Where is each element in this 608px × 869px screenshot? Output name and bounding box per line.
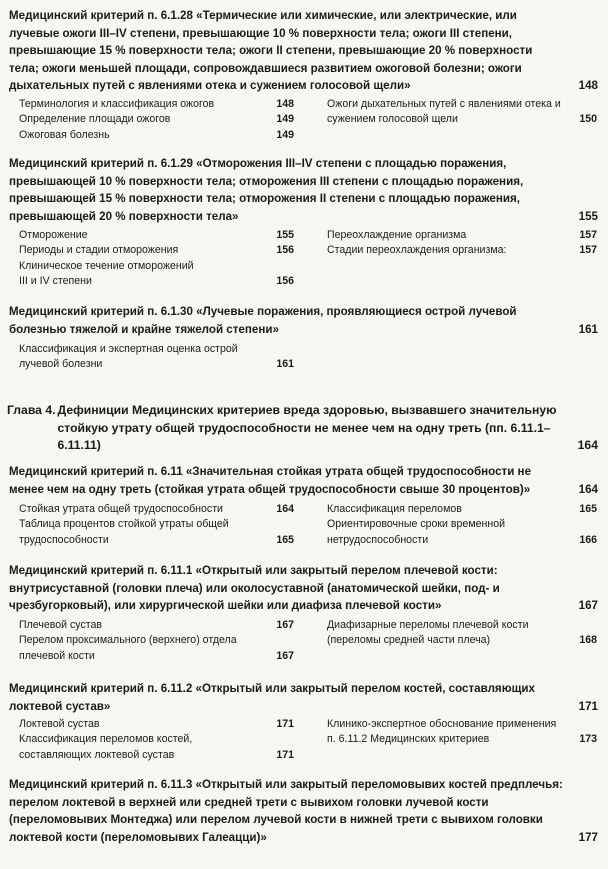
section-heading <box>9 463 597 498</box>
toc-entry[interactable] <box>19 112 294 127</box>
toc-entry-text: Клиническое течение отморожений III и IV степени <box>19 259 194 288</box>
toc-entry[interactable] <box>19 517 294 548</box>
toc-column-left <box>19 618 294 664</box>
toc-column-right <box>327 502 597 548</box>
section-title: Медицинский критерий п. 6.11.3 «Открытый или закрытый переломовывих костей предплечья: перелом локтевой в верхней или средней трети с вывихом головки лучевой кости (переломовывих Монтеджа) или перелом лучевой кости в нижней трети с вывихом головки локтевой кости (переломовывих Галеацци)» <box>9 778 563 844</box>
toc-column-left <box>19 228 294 290</box>
toc-entry-page: 165 <box>276 533 294 546</box>
toc-entry-text: Стойкая утрата общей трудоспособности <box>19 503 223 515</box>
chapter-label: Глава 4. <box>7 403 56 417</box>
toc-entry[interactable] <box>327 502 597 517</box>
toc-entry[interactable] <box>327 618 597 649</box>
toc-entry-text: Локтевой сустав <box>19 718 100 730</box>
toc-entry-text: Ожоги дыхательных путей с явлениями отека и сужением голосовой щели <box>327 98 561 126</box>
toc-entry[interactable] <box>327 517 597 548</box>
toc-entry-text: Диафизарные переломы плечевой кости (переломы средней части плеча) <box>327 619 529 647</box>
section-title: Медицинский критерий п. 6.11.1 «Открытый или закрытый перелом плечевой кости: внутрисуставной (головки плеча) или околосуставной (анатомической шейки, под- и чрезбугорковый), или хирургической шейки или диафиза плечевой кости» <box>9 564 500 612</box>
toc-column-right <box>327 97 597 128</box>
toc-entry-page: 149 <box>276 113 294 126</box>
toc-column-right <box>327 717 597 748</box>
toc-entry-text: Переохлаждение организма <box>327 229 467 241</box>
section-title: Медицинский критерий п. 6.11 «Значительная стойкая утрата общей трудоспособности не менее чем на одну треть (стойкая утрата общей трудоспособности свыше 30 процентов)» <box>9 465 532 496</box>
section-title: Медицинский критерий п. 6.1.30 «Лучевые поражения, проявляющиеся острой лучевой болезнью тяжелой и крайне тяжелой степени» <box>9 305 517 336</box>
section-heading <box>9 562 597 615</box>
toc-entry-page: 149 <box>276 128 294 141</box>
toc-entry-page: 167 <box>276 619 294 631</box>
page-number: 164 <box>577 438 598 452</box>
toc-entry[interactable] <box>327 228 597 243</box>
toc-entry-text: Ориентировочные сроки временной нетрудоспособности <box>327 518 506 546</box>
toc-entry-text: Периоды и стадии отморожения <box>19 244 179 257</box>
toc-entry[interactable] <box>19 243 294 258</box>
toc-entry[interactable] <box>19 259 294 290</box>
toc-entry-text: Отморожение <box>19 229 88 241</box>
toc-entry-page: 171 <box>276 718 294 730</box>
page-number: 177 <box>578 830 598 844</box>
page-number: 155 <box>578 209 598 223</box>
page-number: 161 <box>578 322 598 336</box>
section-heading <box>9 776 597 846</box>
toc-entry-page: 164 <box>276 503 294 515</box>
section-heading <box>9 155 597 225</box>
toc-entry[interactable] <box>19 228 294 243</box>
page-number: 148 <box>578 79 598 92</box>
toc-entry-text: Классификация переломов <box>327 503 462 515</box>
toc-entry-page: 148 <box>276 98 294 110</box>
toc-entry[interactable] <box>19 128 294 143</box>
toc-entry-page: 157 <box>579 229 597 241</box>
section-heading <box>9 303 597 338</box>
toc-column-right <box>327 228 597 259</box>
toc-entry-text: Плечевой сустав <box>19 619 103 631</box>
toc-entry-text: Классификация переломов костей, составляющих локтевой сустав <box>19 733 193 761</box>
toc-entry[interactable] <box>19 717 294 732</box>
toc-entry-text: Классификация и экспертная оценка острой лучевой болезни <box>19 343 238 371</box>
toc-entry-page: 166 <box>579 533 597 546</box>
toc-entry[interactable] <box>19 502 294 517</box>
toc-entry[interactable] <box>327 97 597 128</box>
toc-column-left <box>19 97 294 143</box>
toc-entry-page: 161 <box>276 358 294 371</box>
toc-entry-text: Клинико-экспертное обоснование применения п. 6.11.2 Медицинских критериев <box>327 718 557 746</box>
toc-entry-page: 155 <box>276 229 294 241</box>
section-title: Медицинский критерий п. 6.1.28 «Термические или химические, или электрические, или лучевые ожоги III–IV степени, превышающие 10 % поверхности тела; ожоги III степени, превышающие 15 % поверхности тела; ожоги II степени, превышающие 20 % поверхности тела; ожоги меньшей площади, сопровождавшиеся развитием ожоговой болезни; ожоги дыхательных путей с явлениями отека и сужением голосовой щели» <box>9 9 533 92</box>
toc-entry-page: 165 <box>579 503 597 515</box>
toc-column-left <box>19 717 294 763</box>
toc-entry-page: 150 <box>579 113 597 126</box>
toc-entry-page: 167 <box>276 649 294 662</box>
toc-entry-text: Перелом проксимального (верхнего) отдела плечевой кости <box>19 634 237 662</box>
toc-column-left <box>19 342 294 373</box>
toc-column-left <box>19 502 294 548</box>
toc-column-right <box>327 618 597 649</box>
toc-entry-page: 171 <box>276 748 294 761</box>
toc-entry-text: Определение площади ожогов <box>19 113 171 126</box>
section-title: Медицинский критерий п. 6.11.2 «Открытый или закрытый перелом костей, составляющих локтевой сустав» <box>9 682 535 713</box>
section-title: Медицинский критерий п. 6.1.29 «Отморожения III–IV степени с площадью поражения, превышающей 10 % поверхности тела; отморожения III степени с площадью поражения, превышающей 15 % поверхности тела; отморожения II степени с площадью поражения, превышающей 20 % поверхности тела» <box>9 157 524 223</box>
toc-entry[interactable] <box>19 732 294 763</box>
toc-entry[interactable] <box>327 717 597 748</box>
section-heading <box>9 7 597 95</box>
toc-entry-page: 168 <box>579 634 597 647</box>
toc-entry-page: 173 <box>579 733 597 746</box>
toc-entry[interactable] <box>19 342 294 373</box>
toc-entry-page: 156 <box>276 275 294 288</box>
toc-entry[interactable] <box>19 618 294 633</box>
toc-entry-page: 157 <box>579 244 597 257</box>
page-number: 171 <box>578 699 598 713</box>
page-number: 164 <box>578 482 598 496</box>
toc-entry-text: Таблица процентов стойкой утраты общей трудоспособности <box>19 518 229 546</box>
chapter-title: Дефиниции Медицинских критериев вреда здоровью, вызвавшего значительную стойкую утрату общей трудоспособности не менее чем на одну треть (пп. 6.11.1–6.11.11) <box>57 403 557 452</box>
chapter-heading <box>7 402 597 455</box>
toc-entry-text: Ожоговая болезнь <box>19 128 110 141</box>
toc-entry-text: Стадии переохлаждения организма: <box>327 244 507 257</box>
section-heading <box>9 680 597 715</box>
toc-entry[interactable] <box>19 633 294 664</box>
toc-entry-text: Терминология и классификация ожогов <box>19 98 215 110</box>
page-number: 167 <box>578 599 598 612</box>
toc-entry-page: 156 <box>276 244 294 257</box>
toc-entry[interactable] <box>327 243 597 258</box>
toc-entry[interactable] <box>19 97 294 112</box>
